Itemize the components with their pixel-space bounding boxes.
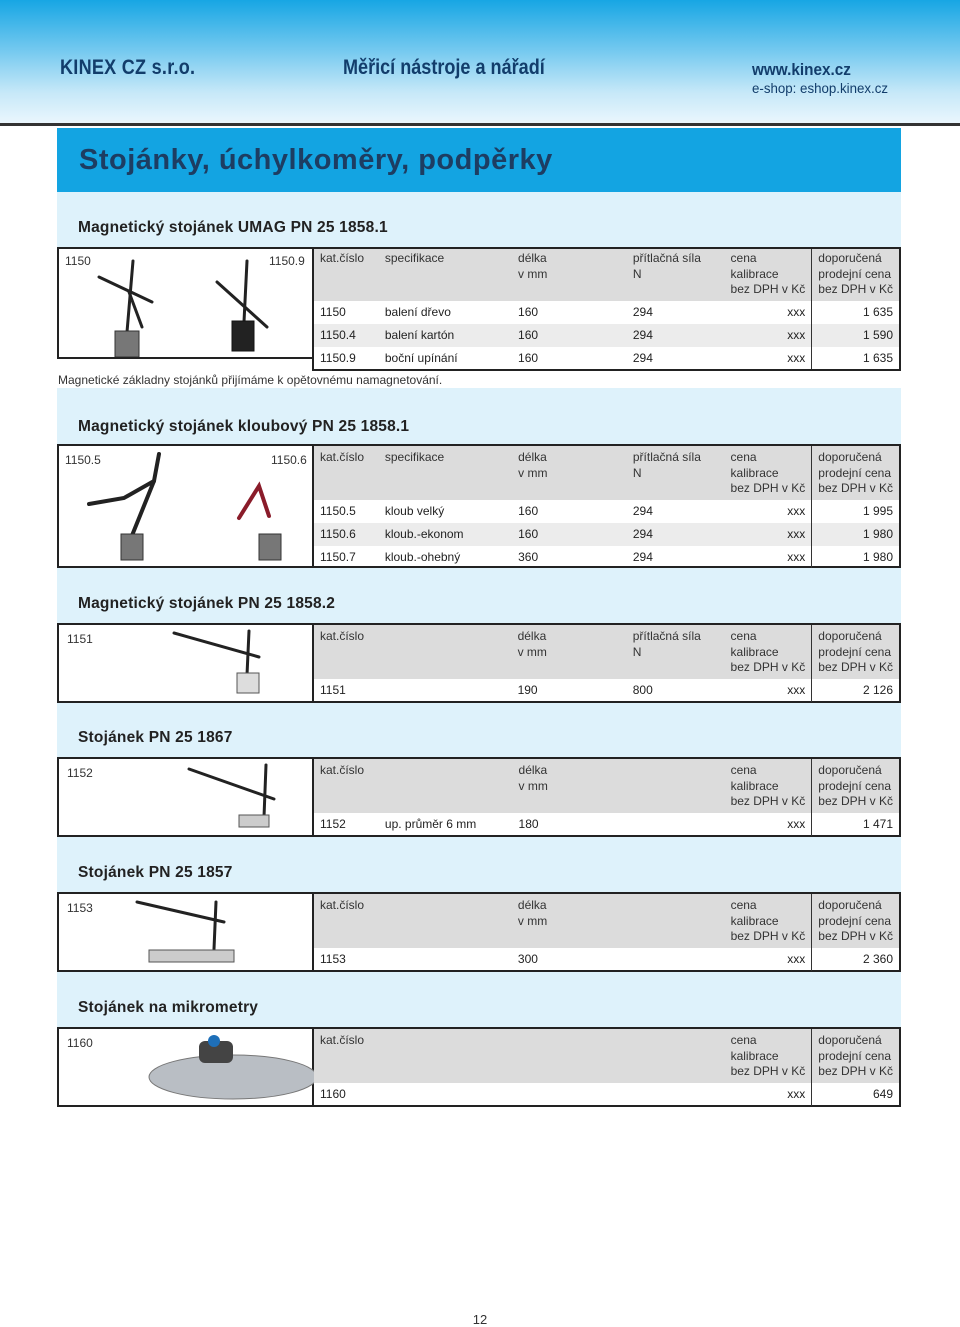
- col-delka: délka: [517, 898, 547, 912]
- cell-kat: 1150.5: [320, 504, 356, 518]
- articulated-stand-image: [59, 446, 314, 566]
- magnetic-stand-image: [57, 247, 312, 367]
- product-table: [314, 894, 899, 971]
- cell-spec: balení dřevo: [384, 305, 451, 319]
- product-table-box: [57, 892, 901, 972]
- cell-sila: 294: [632, 504, 653, 518]
- cell-dop: 649: [812, 1083, 899, 1106]
- cell-cena: xxx: [725, 523, 812, 546]
- product-images: [59, 1029, 314, 1105]
- table-row: [314, 546, 899, 569]
- col-cena-2: kalibrace: [730, 778, 779, 793]
- cell-dop: 1 471: [812, 813, 899, 836]
- col-dop: doporučená: [818, 898, 882, 912]
- image-label: 1151: [67, 632, 93, 646]
- col-dop-3: bez DPH v Kč: [818, 1064, 893, 1078]
- col-cena: cena: [730, 1033, 757, 1047]
- cell-spec: up. průměr 6 mm: [384, 817, 477, 831]
- col-cena-3: bez DPH v Kč: [730, 660, 806, 674]
- col-kat: kat.číslo: [320, 898, 365, 912]
- cell-delka: 300: [517, 952, 538, 966]
- stand-image: [59, 759, 314, 835]
- cell-delka: 160: [518, 351, 539, 365]
- col-sila-unit: N: [632, 465, 642, 480]
- cell-sila: [627, 1083, 724, 1106]
- col-delka: délka: [517, 629, 547, 643]
- remagnetization-note: Magnetické základny stojánků přijímáme k opětovnému namagnetování.: [58, 373, 443, 387]
- col-cena: cena: [730, 450, 757, 464]
- cell-delka: 160: [512, 523, 627, 546]
- col-spec: specifikace: [384, 251, 445, 265]
- product-table: [314, 759, 899, 836]
- cell-spec: [379, 679, 512, 702]
- col-dop-2: prodejní cena: [818, 266, 892, 281]
- product-table-box: [57, 623, 901, 703]
- cell-delka: 180: [518, 817, 539, 831]
- col-delka-unit: v mm: [518, 778, 548, 793]
- section-title: Magnetický stojánek UMAG PN 25 1858.1: [78, 219, 388, 236]
- table-row: [314, 523, 899, 546]
- magnetic-stand-image: [59, 625, 314, 701]
- cell-delka: 160: [518, 504, 539, 518]
- col-cena-2: kalibrace: [730, 913, 779, 928]
- product-table-box: [57, 444, 901, 568]
- table-row: [314, 948, 899, 971]
- cell-kat: 1150.7: [320, 550, 356, 564]
- col-sila: přítlačná síla: [632, 251, 701, 265]
- col-dop: doporučená: [818, 251, 882, 265]
- page-number: 12: [472, 1312, 488, 1327]
- section-title: Stojánek na mikrometry: [78, 999, 259, 1016]
- col-dop-3: bez DPH v Kč: [818, 481, 893, 495]
- cell-sila: [628, 813, 725, 836]
- cell-sila: [627, 948, 724, 971]
- col-delka-unit: v mm: [518, 465, 548, 480]
- page-header: [0, 0, 960, 126]
- cell-cena: xxx: [787, 504, 806, 518]
- section-title: Magnetický stojánek kloubový PN 25 1858.1: [78, 418, 410, 435]
- col-kat: kat.číslo: [320, 763, 365, 777]
- product-table: [314, 446, 899, 569]
- col-dop: doporučená: [818, 763, 882, 777]
- cell-delka: 360: [518, 550, 539, 564]
- product-table-box: [57, 1027, 901, 1107]
- col-sila: přítlačná síla: [632, 629, 701, 643]
- cell-dop: 1 980: [812, 546, 899, 569]
- cell-sila: 294: [632, 351, 653, 365]
- col-cena: cena: [730, 898, 757, 912]
- table-row: [314, 679, 899, 702]
- col-dop-3: bez DPH v Kč: [818, 929, 893, 943]
- table-row: [314, 813, 899, 836]
- col-sila: přítlačná síla: [632, 450, 701, 464]
- product-images: [59, 759, 314, 835]
- col-dop-3: bez DPH v Kč: [818, 794, 893, 808]
- col-delka: délka: [518, 763, 548, 777]
- col-delka-unit: v mm: [517, 913, 548, 928]
- col-dop-3: bez DPH v Kč: [818, 660, 893, 674]
- col-cena-3: bez DPH v Kč: [730, 929, 806, 943]
- cell-kat: 1150: [320, 305, 346, 319]
- eshop-link[interactable]: e-shop: eshop.kinex.cz: [752, 80, 889, 96]
- col-kat: kat.číslo: [320, 450, 365, 464]
- cell-kat: 1153: [320, 952, 346, 966]
- col-delka-unit: v mm: [518, 266, 548, 281]
- col-cena: cena: [730, 763, 757, 777]
- product-table: [314, 1029, 899, 1106]
- col-dop-2: prodejní cena: [818, 778, 892, 793]
- image-label: 1150: [65, 254, 91, 268]
- table-row: [314, 1083, 899, 1106]
- col-dop: doporučená: [818, 629, 882, 643]
- cell-kat: 1152: [320, 817, 346, 831]
- col-cena: cena: [730, 251, 757, 265]
- cell-sila: 294: [627, 523, 725, 546]
- cell-sila: 800: [632, 683, 653, 697]
- image-label: 1150.6: [271, 453, 307, 467]
- cell-kat: 1150.4: [314, 324, 379, 347]
- cell-dop: 1 980: [812, 523, 899, 546]
- product-images: [59, 446, 314, 566]
- col-spec: specifikace: [384, 450, 445, 464]
- image-label: 1150.5: [65, 453, 101, 467]
- col-cena-2: kalibrace: [730, 644, 779, 659]
- cell-delka: 160: [518, 305, 539, 319]
- col-sila-unit: N: [632, 266, 642, 281]
- col-cena-2: kalibrace: [730, 1048, 779, 1063]
- cell-spec: [379, 948, 512, 971]
- col-dop: doporučená: [818, 1033, 882, 1047]
- product-images: [59, 625, 314, 701]
- cell-spec: [379, 1083, 512, 1106]
- cell-dop: 1 635: [812, 347, 899, 370]
- company-name: KINEX CZ s.r.o.: [60, 56, 196, 79]
- cell-kat: 1150.9: [320, 351, 356, 365]
- cell-cena: xxx: [787, 952, 806, 966]
- cell-dop: 1 590: [812, 324, 899, 347]
- col-cena-3: bez DPH v Kč: [730, 1064, 806, 1078]
- section-title: Stojánek PN 25 1857: [78, 864, 233, 881]
- image-label: 1160: [67, 1036, 93, 1050]
- col-dop-2: prodejní cena: [818, 644, 892, 659]
- cell-spec: balení kartón: [379, 324, 512, 347]
- image-label: 1152: [67, 766, 93, 780]
- cell-delka: 160: [512, 324, 627, 347]
- cell-delka: [512, 1083, 627, 1106]
- col-dop-3: bez DPH v Kč: [818, 282, 893, 296]
- product-images: [57, 247, 312, 371]
- table-row: [314, 500, 899, 523]
- image-label: 1153: [67, 901, 93, 915]
- col-kat: kat.číslo: [320, 629, 365, 643]
- col-kat: kat.číslo: [320, 1033, 365, 1047]
- col-cena: cena: [730, 629, 757, 643]
- cell-dop: 2 126: [812, 679, 899, 702]
- micrometer-stand-image: [59, 1029, 314, 1105]
- col-dop-2: prodejní cena: [818, 465, 892, 480]
- website-link[interactable]: www.kinex.cz: [752, 60, 851, 79]
- col-cena-2: kalibrace: [730, 266, 779, 281]
- cell-spec: kloub.-ohebný: [384, 550, 461, 564]
- cell-sila: 294: [632, 550, 653, 564]
- cell-cena: xxx: [787, 351, 806, 365]
- section-title: Stojánek PN 25 1867: [78, 729, 233, 746]
- cell-kat: 1160: [320, 1087, 346, 1101]
- image-label: 1150.9: [269, 254, 305, 268]
- section-title: Magnetický stojánek PN 25 1858.2: [78, 595, 336, 612]
- col-sila-unit: N: [632, 644, 642, 659]
- cell-spec: kloub velký: [384, 504, 445, 518]
- company-tagline: Měřicí nástroje a nářadí: [343, 56, 545, 79]
- page-title-bar: [57, 128, 901, 192]
- product-images: [59, 894, 314, 970]
- cell-dop: 2 360: [812, 948, 899, 971]
- cell-sila: 294: [627, 324, 725, 347]
- col-cena-2: kalibrace: [730, 465, 779, 480]
- cell-cena: xxx: [787, 550, 806, 564]
- cell-kat: 1150.6: [314, 523, 379, 546]
- cell-cena: xxx: [787, 1087, 806, 1101]
- cell-dop: 1 635: [812, 301, 899, 324]
- cell-spec: boční upínání: [384, 351, 458, 365]
- cell-cena: xxx: [787, 683, 806, 697]
- table-row: [314, 301, 899, 324]
- stand-image: [59, 894, 314, 970]
- cell-dop: 1 995: [812, 500, 899, 523]
- product-table: [314, 625, 899, 702]
- table-row: [314, 324, 899, 347]
- page-title: Stojánky, úchylkoměry, podpěrky: [79, 144, 553, 176]
- cell-cena: xxx: [787, 305, 806, 319]
- product-table: [314, 247, 899, 370]
- col-cena-3: bez DPH v Kč: [730, 794, 806, 808]
- col-dop-2: prodejní cena: [818, 913, 892, 928]
- cell-spec: kloub.-ekonom: [379, 523, 512, 546]
- col-cena-3: bez DPH v Kč: [730, 481, 806, 495]
- cell-cena: xxx: [725, 324, 812, 347]
- cell-kat: 1151: [320, 683, 346, 697]
- col-delka-unit: v mm: [517, 644, 547, 659]
- cell-cena: xxx: [787, 817, 806, 831]
- cell-sila: 294: [632, 305, 653, 319]
- product-table-box: [57, 247, 901, 371]
- col-delka: délka: [518, 450, 547, 464]
- col-dop-2: prodejní cena: [818, 1048, 892, 1063]
- table-row: [314, 347, 899, 370]
- cell-delka: 190: [517, 683, 538, 697]
- col-cena-3: bez DPH v Kč: [730, 282, 806, 296]
- col-delka: délka: [518, 251, 547, 265]
- col-kat: kat.číslo: [320, 251, 365, 265]
- product-table-box: [57, 757, 901, 837]
- col-dop: doporučená: [818, 450, 882, 464]
